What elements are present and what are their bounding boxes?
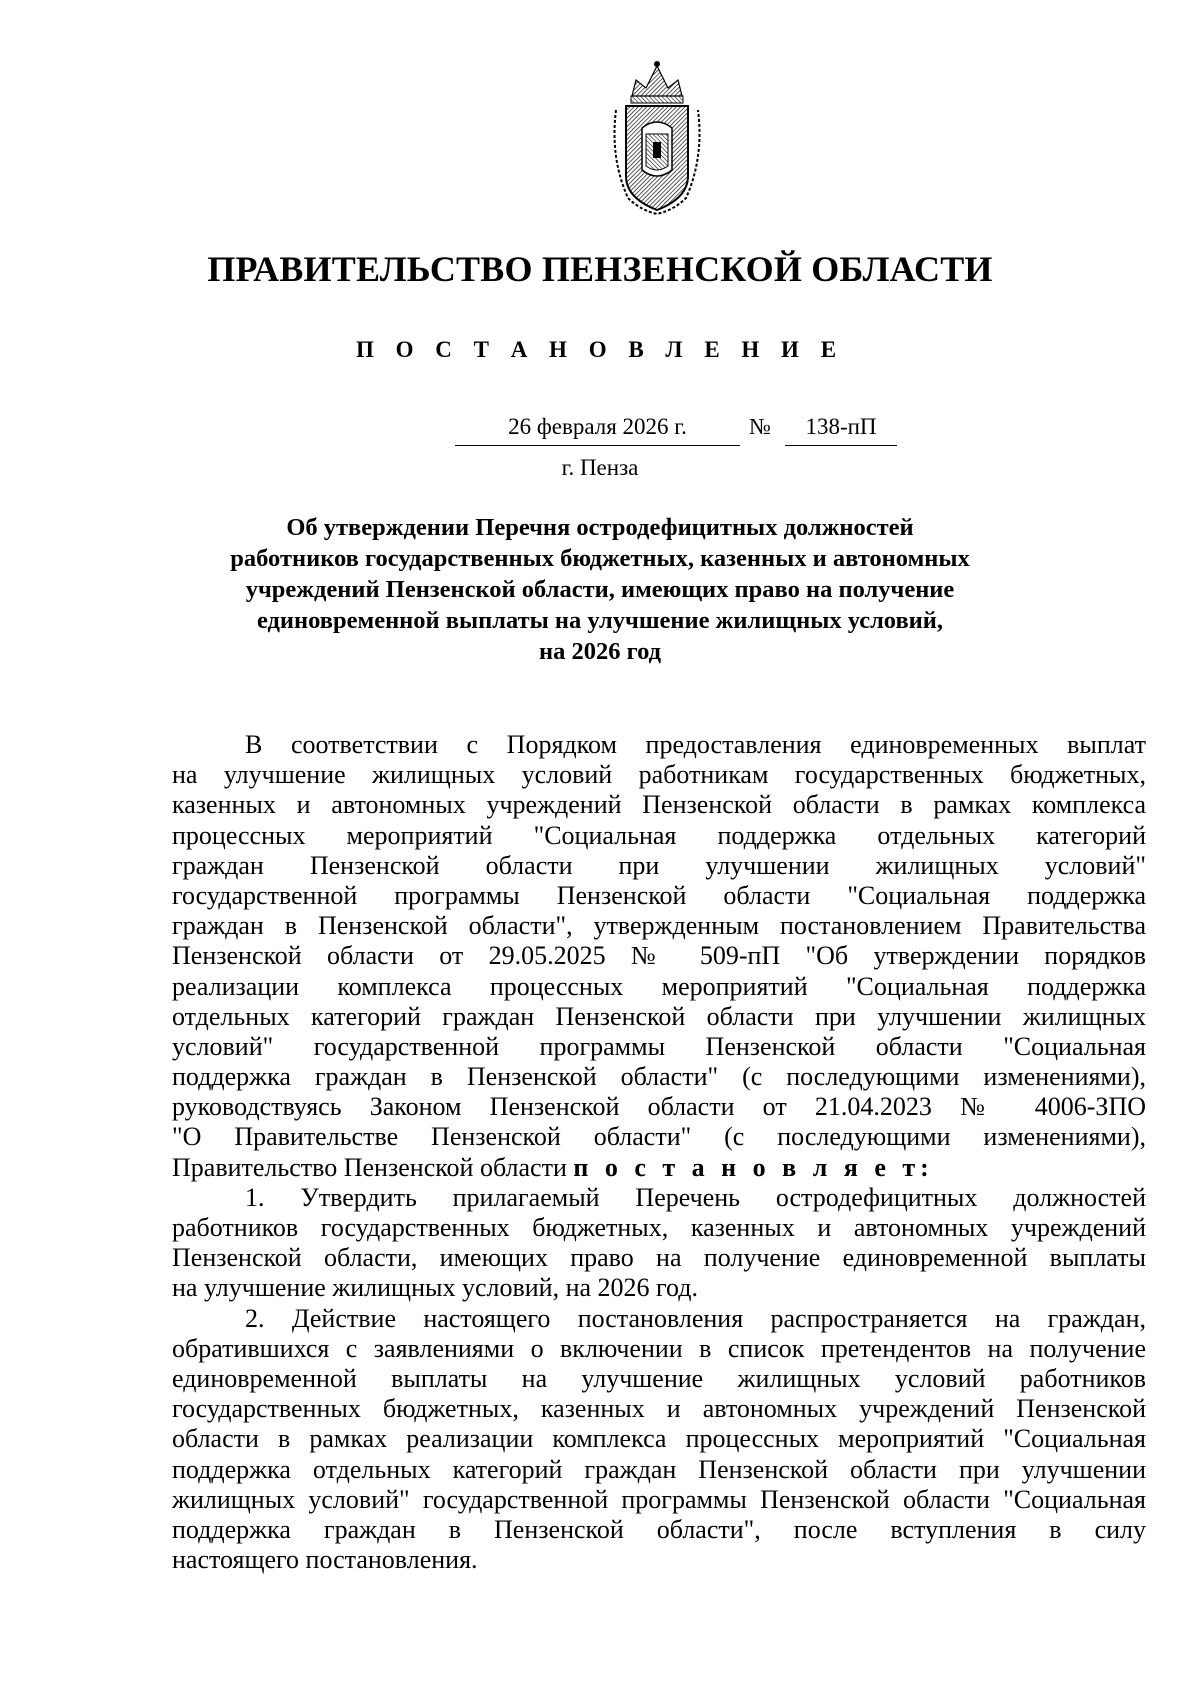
item-2-line: единовременной выплаты на улучшение жилищных условий работников [172, 1363, 1146, 1393]
preamble-line: граждан в Пензенской области", утвержденным постановлением Правительства [172, 911, 1146, 941]
preamble-line: В соответствии с Порядком предоставления единовременных выплат [245, 730, 1146, 759]
organization-title: ПРАВИТЕЛЬСТВО ПЕНЗЕНСКОЙ ОБЛАСТИ [207, 249, 993, 289]
item-1-line: работников государственных бюджетных, казенных и автономных учреждений [172, 1213, 1146, 1242]
subject-line: учреждений Пензенской области, имеющих право на получение [245, 576, 955, 603]
preamble-line: казенных и автономных учреждений Пензенской области в рамках комплекса [172, 790, 1146, 820]
document-subject [150, 512, 1050, 667]
penza-region-coat-of-arms-icon [606, 58, 708, 218]
preamble-line: "О Правительстве Пензенской области" (с последующими изменениями), [172, 1122, 1146, 1152]
preamble-final-line [172, 1153, 1146, 1183]
preamble-line: государственной программы Пензенской области "Социальная поддержка [172, 880, 1146, 910]
preamble-line: условий" государственной программы Пензенской области "Социальная [172, 1031, 1146, 1061]
item-1-line: Пензенской области, имеющих право на получение единовременной выплаты [172, 1243, 1146, 1273]
item-2-line: поддержка отдельных категорий граждан Пензенской области при улучшении [172, 1454, 1146, 1484]
item-2-line: государственных бюджетных, казенных и автономных учреждений Пензенской [172, 1394, 1146, 1424]
document-type-heading: П О С Т А Н О В Л Е Н И Е [355, 337, 845, 362]
preamble-line: граждан Пензенской области при улучшении жилищных условий" [172, 850, 1146, 880]
preamble-line: на улучшение жилищных условий работникам государственных бюджетных, [172, 760, 1146, 790]
item-2-line: области в рамках реализации комплекса процессных мероприятий "Социальная [172, 1424, 1146, 1454]
preamble-line: Пензенской области от 29.05.2025 № 509-пП "Об утверждении порядков [172, 941, 1146, 971]
number-sign: № [749, 414, 771, 439]
city-line: г. Пенза [561, 455, 639, 480]
subject-line: единовременной выплаты на улучшение жилищных условий, [256, 607, 944, 634]
document-body [172, 730, 1146, 1575]
preamble-line: руководствуясь Законом Пензенской области от 21.04.2023 № 4006-ЗПО [172, 1092, 1146, 1122]
subject-line: работников государственных бюджетных, казенных и автономных [230, 545, 970, 572]
subject-line: Об утверждении Перечня остродефицитных должностей [286, 514, 914, 541]
item-1-line: на улучшение жилищных условий, на 2026 год. [172, 1273, 699, 1303]
subject-line: на 2026 год [538, 638, 662, 665]
item-2-line: обратившихся с заявлениями о включении в список претендентов на получение [172, 1333, 1146, 1363]
item-2-line: жилищных условий" государственной программы Пензенской области "Социальная [172, 1484, 1146, 1514]
document-number: 138-пП [785, 411, 897, 446]
preamble-final-text: Правительство Пензенской области [172, 1152, 574, 1182]
item-1-line: 1. Утвердить прилагаемый Перечень остродефицитных должностей [245, 1182, 1146, 1212]
resolves-keyword: п о с т а н о в л я е т: [573, 1152, 934, 1182]
document-date: 26 февраля 2026 г. [455, 411, 740, 446]
item-2-line: настоящего постановления. [172, 1545, 478, 1575]
preamble-line: реализации комплекса процессных мероприятий "Социальная поддержка [172, 971, 1146, 1001]
preamble-line: процессных мероприятий "Социальная поддержка отдельных категорий [172, 820, 1146, 850]
preamble-line: отдельных категорий граждан Пензенской области при улучшении жилищных [172, 1001, 1146, 1031]
item-2-line: 2. Действие настоящего постановления распространяется на граждан, [245, 1303, 1146, 1333]
preamble-line: поддержка граждан в Пензенской области" (с последующими изменениями), [172, 1062, 1146, 1092]
item-2-line: поддержка граждан в Пензенской области", после вступления в силу [172, 1514, 1146, 1544]
